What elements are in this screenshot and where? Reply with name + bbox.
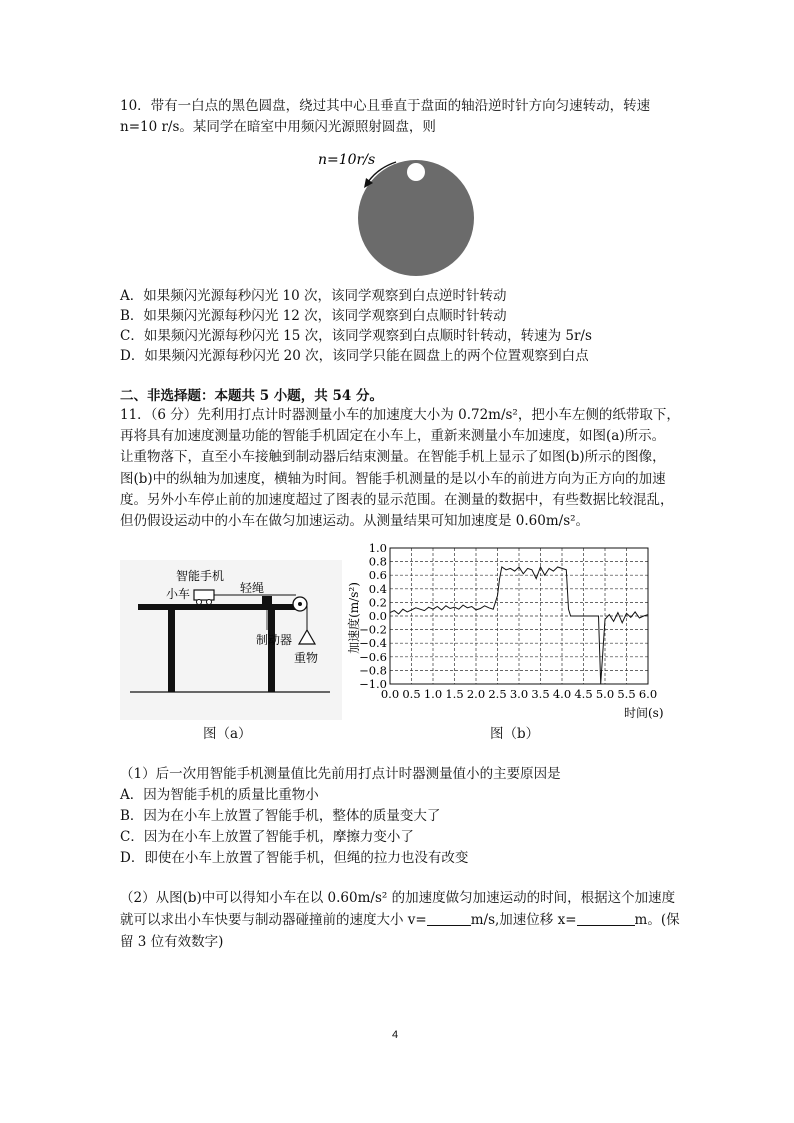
page-number: 4 — [392, 1029, 399, 1041]
table-top — [138, 604, 300, 610]
y-tick-label: 0.6 — [368, 568, 387, 583]
y-tick-label: 0.8 — [368, 554, 387, 569]
y-tick-label: −0.6 — [359, 649, 387, 664]
cart-body — [194, 590, 214, 600]
q11-sub1-option-c[interactable]: C．因为在小车上放置了智能手机，摩擦力变小了 — [120, 829, 414, 845]
q11-line: 但仍假设运动中的小车在做匀加速运动。从测量结果可知加速度是 0.60m/s²。 — [120, 513, 590, 530]
y-tick-label: 0.0 — [368, 609, 387, 623]
q10-line1: 10．带有一白点的黑色圆盘，绕过其中心且垂直于盘面的轴沿逆时针方向匀速转动，转速 — [120, 98, 651, 114]
answer-blank-displacement[interactable] — [577, 911, 635, 926]
x-tick-label: 3.0 — [509, 687, 529, 701]
q10-option-d[interactable]: D．如果频闪光源每秒闪光 20 次，该同学只能在圆盘上的两个位置观察到白点 — [120, 348, 589, 364]
q11-sub2-line2 — [120, 910, 680, 931]
x-tick-label: 1.0 — [423, 687, 443, 701]
section-2-heading: 二、非选择题：本题共 5 小题，共 54 分。 — [120, 388, 383, 404]
question-11 — [120, 405, 680, 532]
y-tick-label: 0.4 — [368, 581, 387, 596]
label-smartphone: 智能手机 — [176, 569, 225, 583]
q11-sub2-text-end: m。(保 — [634, 912, 680, 928]
label-brake: 制动器 — [256, 633, 293, 647]
x-tick-label: 2.0 — [466, 687, 486, 701]
x-tick-label: 5.0 — [595, 687, 615, 701]
label-cart: 小车 — [166, 587, 191, 601]
x-tick-label: 1.5 — [445, 687, 464, 701]
x-tick-label: 2.5 — [488, 687, 507, 701]
y-tick-label: −0.2 — [359, 622, 387, 637]
q11-sub1-option-a[interactable]: A．因为智能手机的质量比重物小 — [120, 787, 319, 803]
q11-line: 度。另外小车停止前的加速度超过了图表的显示范围。在测量的数据中，有些数据比较混乱， — [120, 491, 674, 508]
q10-option-b[interactable]: B．如果频闪光源每秒闪光 12 次，该同学观察到白点顺时针转动 — [120, 308, 507, 324]
q11-sub2-line3: 留 3 位有效数字) — [120, 934, 224, 950]
cart-wheel — [197, 600, 202, 605]
y-tick-label: 0.2 — [368, 595, 387, 610]
x-tick-label: 4.0 — [552, 687, 572, 701]
y-tick-label: 1.0 — [368, 541, 387, 555]
q10-line2: n=10 r/s。某同学在暗室中用频闪光源照射圆盘，则 — [120, 119, 436, 135]
figure-a-caption: 图（a） — [203, 726, 252, 742]
rotating-disc-figure — [300, 148, 500, 280]
y-tick-label: −0.4 — [359, 636, 387, 651]
q11-line: 图(b)中的纵轴为加速度，横轴为时间。智能手机测量的是以小车的前进方向为正方向的加速 — [120, 470, 666, 487]
q10-option-c[interactable]: C．如果频闪光源每秒闪光 15 次，该同学观察到白点顺时针转动，转速为 5r/s — [120, 328, 592, 344]
q11-sub2-text-x: m/s,加速位移 x= — [470, 912, 577, 928]
q11-line: 让重物落下，直至小车接触到制动器后结束测量。在智能手机上显示了如图(b)所示的图像， — [120, 449, 666, 466]
cart-wheel — [207, 600, 212, 605]
y-tick-label: −1.0 — [359, 677, 387, 691]
q10-option-a[interactable]: A．如果频闪光源每秒闪光 10 次，该同学观察到白点逆时针转动 — [120, 288, 507, 304]
label-rope: 轻绳 — [240, 581, 265, 595]
q11-sub2-text-v: 就可以求出小车快要与制动器碰撞前的速度大小 v= — [120, 912, 427, 928]
disc-speed-label: n=10r/s — [318, 152, 376, 168]
figure-b-caption: 图（b） — [490, 726, 540, 742]
x-tick-label: 3.5 — [531, 687, 550, 701]
q11-sub2-line1: （2）从图(b)中可以得知小车在以 0.60m/s² 的加速度做匀加速运动的时间，根据这个加速度 — [120, 890, 676, 906]
q11-sub1-option-b[interactable]: B．因为在小车上放置了智能手机，整体的质量变大了 — [120, 808, 441, 824]
q11-line: 再将具有加速度测量功能的智能手机固定在小车上，重新来测量小车加速度，如图(a)所示。 — [120, 428, 666, 445]
x-axis-label: 时间(s) — [624, 706, 664, 720]
x-tick-label: 4.5 — [574, 687, 593, 701]
table-leg — [268, 610, 275, 692]
x-tick-label: 0.0 — [380, 687, 400, 701]
y-tick-label: −0.8 — [359, 663, 387, 678]
answer-blank-velocity[interactable] — [427, 911, 471, 926]
question-10 — [120, 96, 680, 138]
table-leg — [168, 610, 175, 692]
x-tick-label: 5.5 — [617, 687, 636, 701]
acceleration-time-chart — [344, 540, 666, 722]
white-dot — [407, 163, 425, 181]
figure-a-apparatus — [120, 560, 342, 720]
q11-sub1-option-d[interactable]: D．即使在小车上放置了智能手机，但绳的拉力也没有改变 — [120, 850, 469, 866]
x-tick-label: 0.5 — [402, 687, 421, 701]
y-axis-label: 加速度(m/s²) — [347, 582, 361, 654]
label-weight: 重物 — [294, 651, 319, 665]
q11-line: 11．（6 分）先利用打点计时器测量小车的加速度大小为 0.72m/s²，把小车左侧的纸带取下， — [120, 407, 680, 423]
brake-block — [262, 596, 272, 604]
q11-sub1-question: （1）后一次用智能手机测量值比先前用打点计时器测量值小的主要原因是 — [120, 766, 561, 782]
x-tick-label: 6.0 — [638, 687, 658, 701]
